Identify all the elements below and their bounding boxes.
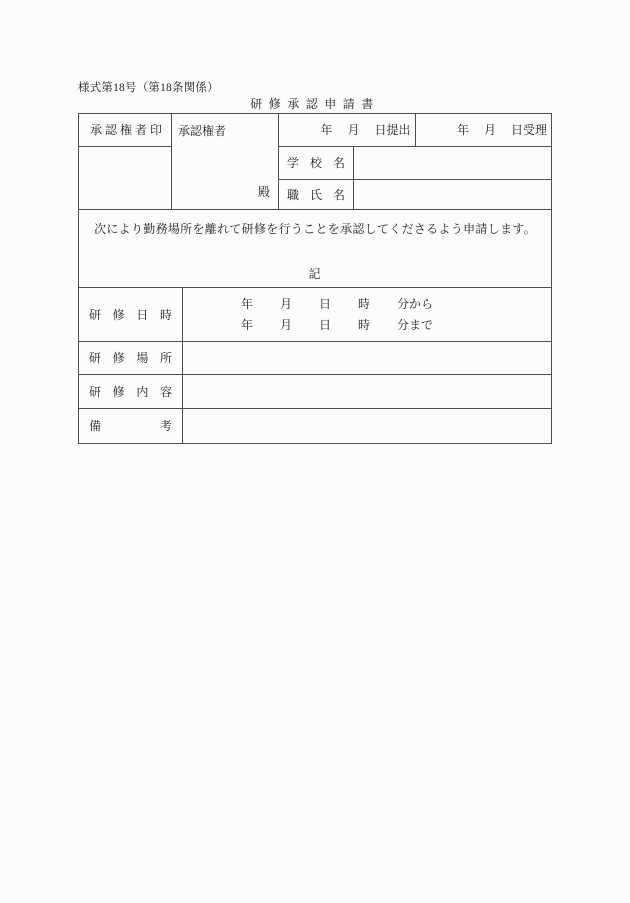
list-marker: 記 xyxy=(308,267,322,281)
school-name-label: 学 校 名 xyxy=(287,156,345,170)
header-right-column xyxy=(279,114,551,209)
training-datetime-label: 研 修 日 時 xyxy=(89,307,172,322)
training-datetime-value-cell xyxy=(183,288,551,341)
training-datetime-label-cell xyxy=(79,288,183,341)
approver-seal-label: 承認権者印 xyxy=(90,123,162,137)
approver-cell xyxy=(172,114,279,209)
training-content-value-cell xyxy=(183,375,551,408)
position-name-value-cell xyxy=(354,180,551,209)
form-number: 様式第18号（第18条関係） xyxy=(78,82,219,94)
document-title: 研修承認申請書 xyxy=(250,97,380,111)
training-place-value-cell xyxy=(183,342,551,374)
training-datetime-row xyxy=(79,288,551,342)
school-name-row xyxy=(279,147,551,180)
approver-seal-blank-cell xyxy=(79,147,171,209)
application-body-cell xyxy=(79,209,551,287)
datetime-to-line: 年 月 日 時 分まで xyxy=(241,318,434,333)
training-place-row xyxy=(79,342,551,375)
position-name-row xyxy=(279,180,551,209)
school-name-label-cell xyxy=(279,147,354,179)
remarks-row xyxy=(79,409,551,443)
training-content-label: 研 修 内 容 xyxy=(89,384,172,399)
datetime-from-line: 年 月 日 時 分から xyxy=(241,296,434,311)
application-form-table xyxy=(78,113,552,444)
approver-seal-column xyxy=(79,114,172,209)
remarks-label: 備 考 xyxy=(89,419,172,433)
date-row xyxy=(279,114,551,147)
accept-date-cell: 年 月 日受理 xyxy=(456,123,547,137)
approver-seal-label-cell xyxy=(79,114,171,147)
submit-date-cell: 年 月 日提出 xyxy=(279,114,416,146)
training-content-row xyxy=(79,375,551,409)
training-place-label-cell xyxy=(79,342,183,374)
remarks-value-cell xyxy=(183,409,551,443)
detail-section xyxy=(79,287,551,443)
approver-label: 承認権者 xyxy=(178,124,227,138)
honorific-label: 殿 xyxy=(257,185,270,199)
header-section xyxy=(79,114,551,209)
school-name-value-cell xyxy=(354,147,551,179)
application-sentence: 次により勤務場所を離れて研修を行うことを承認してくださるよう申請します。 xyxy=(94,222,536,236)
position-name-label-cell xyxy=(279,180,354,209)
position-name-label: 職 氏 名 xyxy=(287,187,345,202)
remarks-label-cell xyxy=(79,409,183,443)
training-place-label: 研 修 場 所 xyxy=(89,351,172,365)
training-content-label-cell xyxy=(79,375,183,408)
